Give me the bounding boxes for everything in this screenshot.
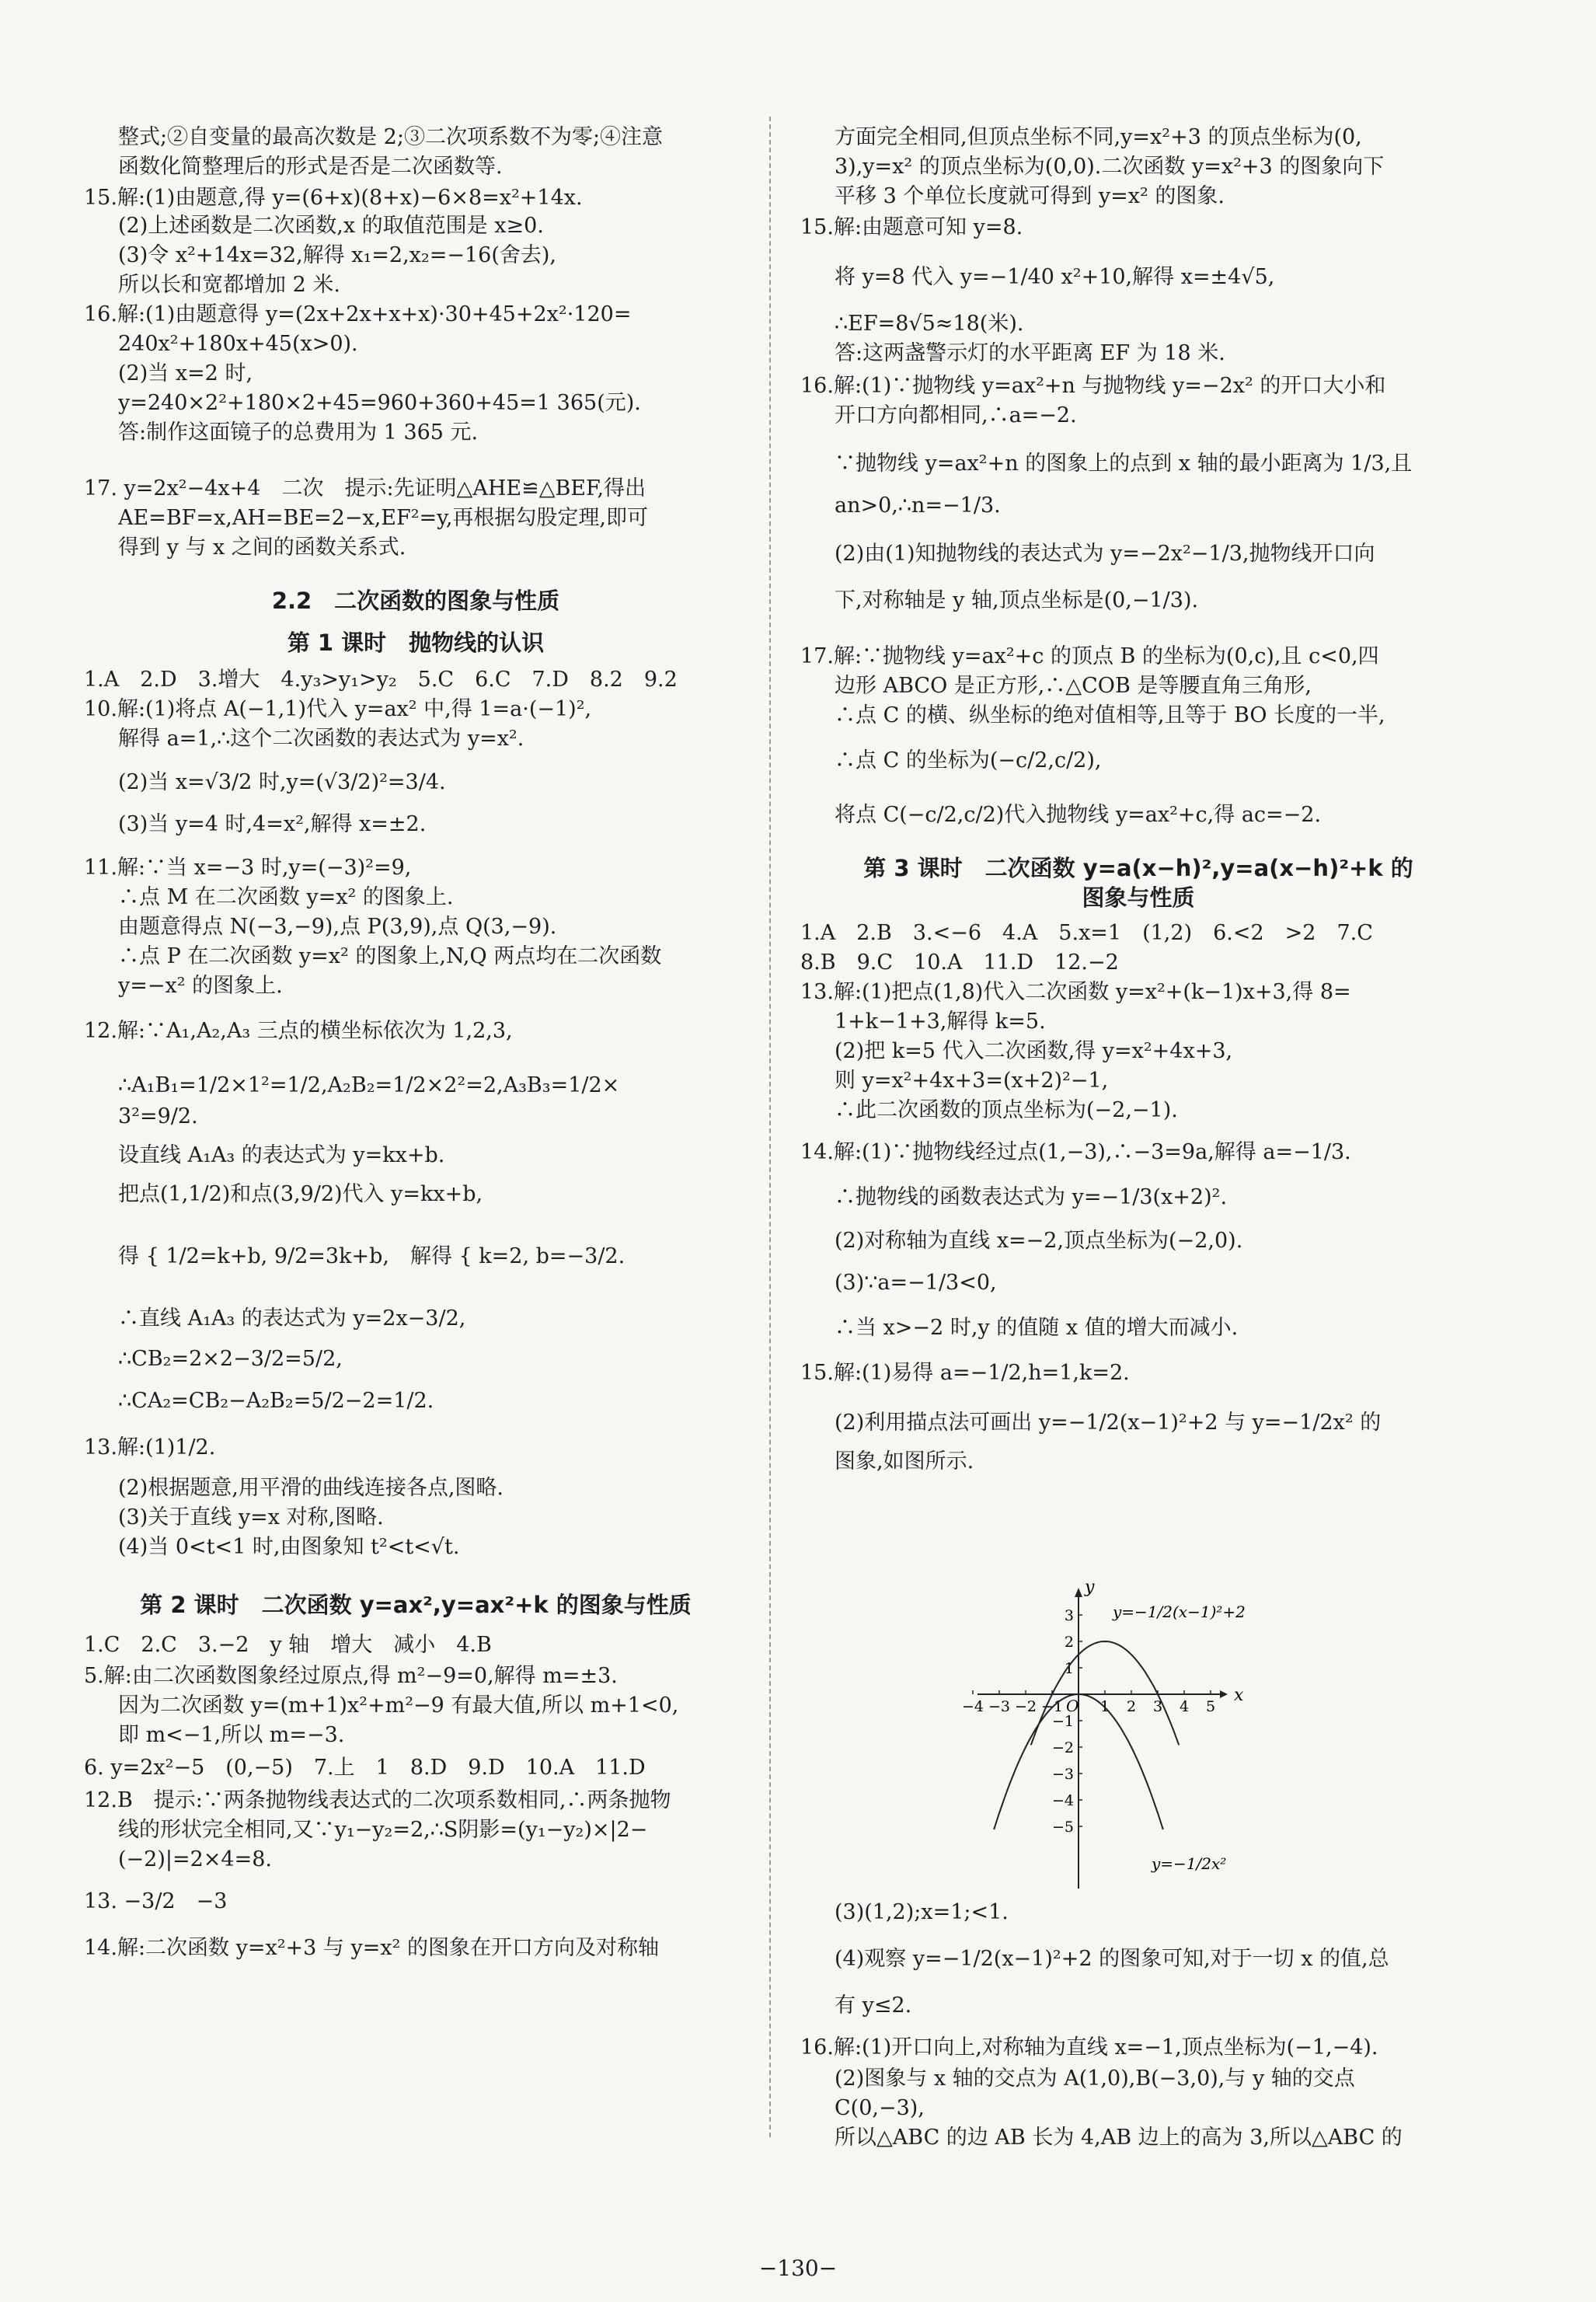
- left-line-8: (2)当 x=2 时,: [118, 361, 253, 385]
- right-line-15: ∴点 C 的横、纵坐标的绝对值相等,且等于 BO 长度的一半,: [835, 703, 1385, 727]
- left-line-43: 即 m<−1,所以 m=−3.: [118, 1723, 345, 1747]
- left-line-24: ∴点 P 在二次函数 y=x² 的图象上,N,Q 两点均在二次函数: [118, 944, 662, 968]
- left-line-21: 11.解:∵当 x=−3 时,y=(−3)²=9,: [84, 856, 412, 880]
- left-line-44: 6. y=2x²−5 (0,−5) 7.上 1 8.D 9.D 10.A 11.D: [84, 1756, 646, 1780]
- left-line-40: 1.C 2.C 3.−2 y 轴 增大 减小 4.B: [84, 1633, 492, 1657]
- right-line-18: 第 3 课时 二次函数 y=a(x−h)²,y=a(x−h)²+k 的: [863, 855, 1413, 881]
- left-line-25: y=−x² 的图象上.: [118, 974, 283, 998]
- right-line-12: 下,对称轴是 y 轴,顶点坐标是(0,−1/3).: [835, 588, 1199, 612]
- right-line-17: 将点 C(−c/2,c/2)代入抛物线 y=ax²+c,得 ac=−2.: [835, 803, 1322, 827]
- x-tick-label: 5: [1205, 1698, 1216, 1715]
- left-line-31: 得 { 1/2=k+b, 9/2=3k+b, 解得 { k=2, b=−3/2.: [118, 1244, 626, 1268]
- left-line-36: (2)根据题意,用平滑的曲线连接各点,图略.: [118, 1476, 504, 1500]
- right-line-14: 边形 ABCO 是正方形,∴△COB 是等腰直角三角形,: [835, 674, 1312, 698]
- right-line-32: 15.解:(1)易得 a=−1/2,h=1,k=2.: [800, 1361, 1130, 1385]
- y-tick-label: 1: [1064, 1660, 1074, 1677]
- x-tick-label: 2: [1126, 1698, 1137, 1715]
- left-line-10: 答:制作这面镜子的总费用为 1 365 元.: [118, 420, 479, 445]
- right-line-19: 图象与性质: [1082, 884, 1195, 911]
- right-line-22: 13.解:(1)把点(1,8)代入二次函数 y=x²+(k−1)x+3,得 8=: [800, 980, 1351, 1004]
- right-line-28: ∴抛物线的函数表达式为 y=−1/3(x+2)².: [835, 1185, 1228, 1209]
- right-line-6: 答:这两盏警示灯的水平距离 EF 为 18 米.: [835, 341, 1225, 365]
- y-tick-label: −2: [1051, 1739, 1074, 1756]
- left-line-42: 因为二次函数 y=(m+1)x²+m²−9 有最大值,所以 m+1<0,: [118, 1693, 679, 1718]
- left-line-49: 14.解:二次函数 y=x²+3 与 y=x² 的图象在开口方向及对称轴: [84, 1936, 660, 1960]
- left-line-37: (3)关于直线 y=x 对称,图略.: [118, 1505, 384, 1529]
- left-line-3: (2)上述函数是二次函数,x 的取值范围是 x≥0.: [118, 214, 544, 238]
- left-line-32: ∴直线 A₁A₃ 的表达式为 y=2x−3/2,: [118, 1306, 466, 1331]
- left-line-19: (2)当 x=√3/2 时,y=(√3/2)²=3/4.: [118, 770, 446, 794]
- x-tick-label: −3: [988, 1698, 1011, 1715]
- left-line-30: 把点(1,1/2)和点(3,9/2)代入 y=kx+b,: [118, 1182, 483, 1206]
- left-line-47: (−2)|=2×4=8.: [118, 1847, 272, 1871]
- left-line-5: 所以长和宽都增加 2 米.: [118, 273, 340, 297]
- y-axis-arrow: [1075, 1588, 1082, 1597]
- y-axis-label: y: [1085, 1578, 1095, 1597]
- left-line-0: 整式;②自变量的最高次数是 2;③二次项系数不为零;④注意: [118, 125, 664, 149]
- right-line-29: (2)对称轴为直线 x=−2,顶点坐标为(−2,0).: [835, 1229, 1243, 1253]
- right-line-23: 1+k−1+3,解得 k=5.: [835, 1010, 1046, 1034]
- x-tick-label: −4: [961, 1698, 984, 1715]
- left-line-39: 第 2 课时 二次函数 y=ax²,y=ax²+k 的图象与性质: [140, 1592, 692, 1618]
- right-line-24: (2)把 k=5 代入二次函数,得 y=x²+4x+3,: [835, 1039, 1233, 1063]
- right-line-33: (2)利用描点法可画出 y=−1/2(x−1)²+2 与 y=−1/2x² 的: [835, 1411, 1382, 1435]
- right-line-39: (2)图象与 x 轴的交点为 A(1,0),B(−3,0),与 y 轴的交点: [835, 2067, 1355, 2091]
- right-line-21: 8.B 9.C 10.A 11.D 12.−2: [800, 950, 1119, 975]
- curve2-label: y=−1/2x²: [1152, 1854, 1227, 1873]
- left-line-33: ∴CB₂=2×2−3/2=5/2,: [118, 1347, 343, 1371]
- left-line-34: ∴CA₂=CB₂−A₂B₂=5/2−2=1/2.: [118, 1389, 434, 1413]
- right-line-35: (3)(1,2);x=1;<1.: [835, 1900, 1009, 1924]
- left-line-23: 由题意得点 N(−3,−9),点 P(3,9),点 Q(3,−9).: [118, 915, 557, 939]
- right-line-31: ∴当 x>−2 时,y 的值随 x 值的增大而减小.: [835, 1316, 1239, 1340]
- right-line-40: C(0,−3),: [835, 2096, 925, 2120]
- y-tick-label: 2: [1064, 1634, 1074, 1651]
- right-line-3: 15.解:由题意可知 y=8.: [800, 215, 1023, 239]
- left-line-16: 1.A 2.D 3.增大 4.y₃>y₁>y₂ 5.C 6.C 7.D 8.2 9.2: [84, 668, 678, 692]
- x-tick-label: 4: [1179, 1698, 1190, 1715]
- x-axis-label: x: [1234, 1686, 1244, 1705]
- right-line-20: 1.A 2.B 3.<−6 4.A 5.x=1 (1,2) 6.<2 >2 7.C: [800, 921, 1373, 945]
- left-line-41: 5.解:由二次函数图象经过原点,得 m²−9=0,解得 m=±3.: [84, 1664, 618, 1688]
- left-line-12: AE=BF=x,AH=BE=2−x,EF²=y,再根据勾股定理,即可: [118, 506, 649, 530]
- left-line-13: 得到 y 与 x 之间的函数关系式.: [118, 535, 406, 560]
- left-line-29: 设直线 A₁A₃ 的表达式为 y=kx+b.: [118, 1143, 445, 1167]
- right-line-25: 则 y=x²+4x+3=(x+2)²−1,: [835, 1069, 1109, 1093]
- right-line-11: (2)由(1)知抛物线的表达式为 y=−2x²−1/3,抛物线开口向: [835, 542, 1375, 566]
- right-line-0: 方面完全相同,但顶点坐标不同,y=x²+3 的顶点坐标为(0,: [835, 125, 1362, 149]
- right-line-36: (4)观察 y=−1/2(x−1)²+2 的图象可知,对于一切 x 的值,总: [835, 1947, 1389, 1971]
- right-line-27: 14.解:(1)∵抛物线经过点(1,−3),∴−3=9a,解得 a=−1/3.: [800, 1140, 1351, 1164]
- right-line-34: 图象,如图所示.: [835, 1449, 974, 1474]
- left-line-2: 15.解:(1)由题意,得 y=(6+x)(8+x)−6×8=x²+14x.: [84, 186, 583, 210]
- right-line-7: 16.解:(1)∵抛物线 y=ax²+n 与抛物线 y=−2x² 的开口大小和: [800, 374, 1386, 398]
- left-line-14: 2.2 二次函数的图象与性质: [271, 588, 560, 614]
- left-line-20: (3)当 y=4 时,4=x²,解得 x=±2.: [118, 812, 427, 836]
- left-line-26: 12.解:∵A₁,A₂,A₃ 三点的横坐标依次为 1,2,3,: [84, 1019, 513, 1043]
- y-tick-label: −1: [1051, 1713, 1074, 1730]
- parabola-graph: [961, 1578, 1282, 1892]
- y-tick-label: −4: [1051, 1792, 1074, 1809]
- origin-label: O: [1066, 1697, 1079, 1715]
- left-line-15: 第 1 课时 抛物线的认识: [287, 630, 545, 656]
- x-tick-label: 3: [1152, 1698, 1163, 1715]
- page-number: −130−: [758, 2255, 838, 2281]
- left-line-18: 解得 a=1,∴这个二次函数的表达式为 y=x².: [118, 727, 524, 751]
- left-line-48: 13. −3/2 −3: [84, 1889, 228, 1913]
- right-line-9: ∵抛物线 y=ax²+n 的图象上的点到 x 轴的最小距离为 1/3,且: [835, 452, 1413, 476]
- left-line-38: (4)当 0<t<1 时,由图象知 t²<t<√t.: [118, 1535, 460, 1559]
- right-line-13: 17.解:∵抛物线 y=ax²+c 的顶点 B 的坐标为(0,c),且 c<0,四: [800, 644, 1379, 668]
- curve1-label: y=−1/2(x−1)²+2: [1113, 1603, 1246, 1621]
- left-line-22: ∴点 M 在二次函数 y=x² 的图象上.: [118, 885, 454, 909]
- left-line-46: 线的形状完全相同,又∵y₁−y₂=2,∴S阴影=(y₁−y₂)×|2−: [118, 1818, 648, 1842]
- right-line-30: (3)∵a=−1/3<0,: [835, 1271, 997, 1295]
- right-line-38: 16.解:(1)开口向上,对称轴为直线 x=−1,顶点坐标为(−1,−4).: [800, 2035, 1378, 2060]
- left-line-45: 12.B 提示:∵两条抛物线表达式的二次项系数相同,∴两条抛物: [84, 1788, 671, 1812]
- right-line-41: 所以△ABC 的边 AB 长为 4,AB 边上的高为 3,所以△ABC 的: [835, 2126, 1403, 2150]
- x-tick-label: −1: [1040, 1698, 1064, 1715]
- right-line-4: 将 y=8 代入 y=−1/40 x²+10,解得 x=±4√5,: [835, 265, 1275, 289]
- right-line-26: ∴此二次函数的顶点坐标为(−2,−1).: [835, 1098, 1178, 1122]
- right-line-5: ∴EF=8√5≈18(米).: [835, 312, 1024, 336]
- right-line-37: 有 y≤2.: [835, 1993, 912, 2018]
- left-line-7: 240x²+180x+45(x>0).: [118, 332, 358, 356]
- left-line-11: 17. y=2x²−4x+4 二次 提示:先证明△AHE≌△BEF,得出: [84, 476, 646, 501]
- y-tick-label: 3: [1064, 1607, 1074, 1624]
- y-tick-label: −3: [1051, 1766, 1074, 1783]
- x-axis-arrow: [1220, 1690, 1228, 1698]
- right-line-1: 3),y=x² 的顶点坐标为(0,0).二次函数 y=x²+3 的图象向下: [835, 155, 1385, 179]
- left-line-4: (3)令 x²+14x=32,解得 x₁=2,x₂=−16(舍去),: [118, 243, 556, 267]
- right-line-16: ∴点 C 的坐标为(−c/2,c/2),: [835, 748, 1102, 773]
- left-line-1: 函数化简整理后的形式是否是二次函数等.: [118, 155, 503, 179]
- right-line-8: 开口方向都相同,∴a=−2.: [835, 403, 1077, 427]
- left-line-9: y=240×2²+180×2+45=960+360+45=1 365(元).: [118, 391, 641, 415]
- x-tick-label: 1: [1099, 1698, 1110, 1715]
- right-line-10: an>0,∴n=−1/3.: [835, 494, 1001, 518]
- right-line-2: 平移 3 个单位长度就可得到 y=x² 的图象.: [835, 184, 1225, 208]
- left-line-17: 10.解:(1)将点 A(−1,1)代入 y=ax² 中,得 1=a·(−1)²,: [84, 697, 592, 721]
- x-tick-label: −2: [1014, 1698, 1037, 1715]
- left-line-28: 3²=9/2.: [118, 1104, 198, 1128]
- y-tick-label: −5: [1051, 1819, 1074, 1836]
- left-line-6: 16.解:(1)由题意得 y=(2x+2x+x+x)·30+45+2x²·120=: [84, 302, 632, 326]
- column-divider: [769, 117, 771, 2137]
- left-line-27: ∴A₁B₁=1/2×1²=1/2,A₂B₂=1/2×2²=2,A₃B₃=1/2×: [118, 1073, 620, 1097]
- left-line-35: 13.解:(1)1/2.: [84, 1435, 216, 1460]
